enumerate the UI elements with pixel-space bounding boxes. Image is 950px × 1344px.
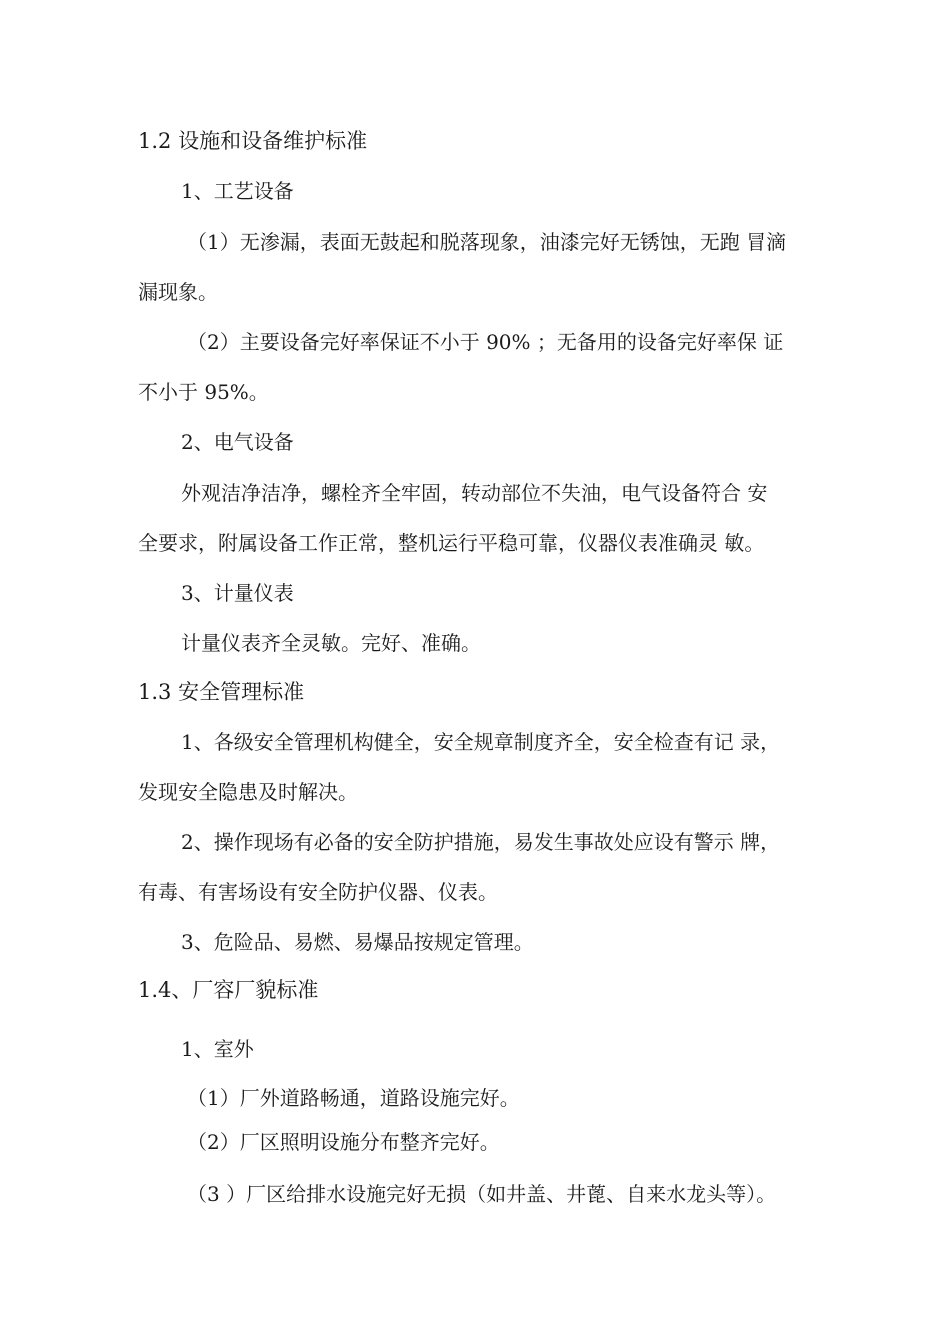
paragraph-line: 有毒、有害场设有安全防护仪器、仪表。	[138, 880, 498, 904]
subheading-process-equipment: 1、工艺设备	[181, 179, 294, 203]
paragraph-line: （3 ）厂区给排水设施完好无损（如井盖、井蓖、自来水龙头等）。	[187, 1182, 777, 1206]
section-heading-1-3: 1.3 安全管理标准	[138, 680, 305, 704]
paragraph-line: 计量仪表齐全灵敏。完好、准确。	[181, 631, 481, 655]
paragraph-line: （1）无渗漏，表面无鼓起和脱落现象，油漆完好无锈蚀，无跑 冒滴	[187, 230, 787, 254]
subheading-electrical-equipment: 2、电气设备	[181, 430, 294, 454]
paragraph-line: 全要求，附属设备工作正常，整机运行平稳可靠，仪器仪表准确灵 敏。	[138, 531, 765, 555]
paragraph-line: （2）厂区照明设施分布整齐完好。	[187, 1130, 500, 1154]
section-heading-1-2: 1.2 设施和设备维护标准	[138, 129, 368, 153]
paragraph-line: （1）厂外道路畅通，道路设施完好。	[187, 1086, 520, 1110]
subheading-outdoor: 1、室外	[181, 1037, 254, 1061]
paragraph-line: 发现安全隐患及时解决。	[138, 780, 358, 804]
paragraph-line: 3、危险品、易燃、易爆品按规定管理。	[181, 930, 534, 954]
paragraph-line: 不小于 95%。	[138, 380, 269, 404]
paragraph-line: 漏现象。	[138, 280, 218, 304]
paragraph-line: 1、各级安全管理机构健全，安全规章制度齐全，安全检查有记 录，	[181, 730, 781, 754]
paragraph-line: （2）主要设备完好率保证不小于 90% ；无备用的设备完好率保 证	[187, 330, 784, 354]
paragraph-line: 外观洁净洁净，螺栓齐全牢固，转动部位不失油，电气设备符合 安	[181, 481, 768, 505]
subheading-metering-instruments: 3、计量仪表	[181, 581, 294, 605]
paragraph-line: 2、操作现场有必备的安全防护措施，易发生事故处应设有警示 牌，	[181, 830, 781, 854]
section-heading-1-4: 1.4、厂容厂貌标准	[138, 978, 319, 1002]
